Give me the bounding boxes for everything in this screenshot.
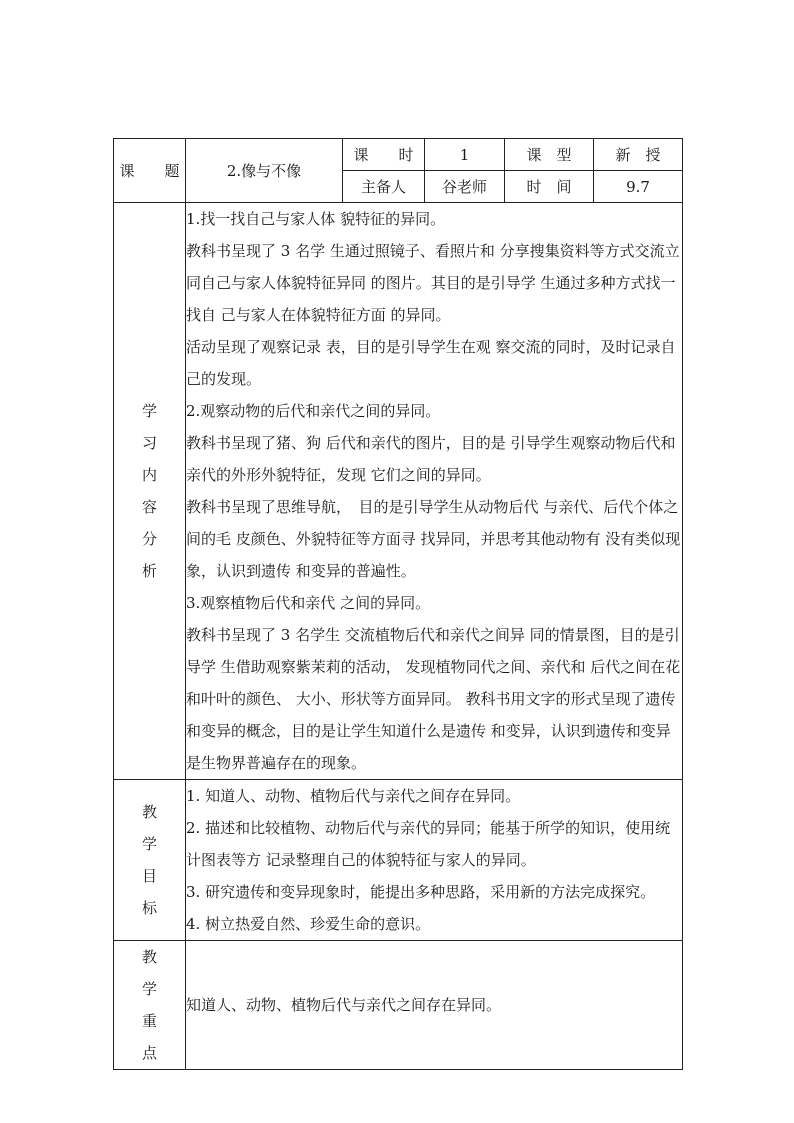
goals-side-label: 教 学 目 标 xyxy=(114,780,186,941)
analysis-content xyxy=(186,203,683,780)
analysis-paragraph: 活动呈现了观察记录 表，目的是引导学生在观 察交流的同时，及时记录自己的发现。 xyxy=(186,338,676,388)
type-value: 新 授 xyxy=(594,139,683,171)
topic-label: 课 题 xyxy=(114,139,186,203)
time-label: 时 间 xyxy=(505,171,594,203)
analysis-paragraph: 教科书呈现了 3 名学 生通过照镜子、看照片和 分享搜集资料等方式交流立同自己与家人体貌特征异同 的图片。其目的是引导学 生通过多种方式找一找自 己与家人在体貌特征方面 的异同。 xyxy=(186,242,680,324)
goal-item: 2. 描述和比较植物、动物后代与亲代的异同；能基于所学的知识，使用统计图表等方 记录整理自己的体貌特征与家人的异同。 xyxy=(186,819,671,869)
analysis-paragraph: 教科书呈现了 3 名学生 交流植物后代和亲代之间异 同的情景图，目的是引导学 生借助观察紫茉莉的活动， 发现植物同代之间、亲代和 后代之间在花和叶叶的颜色、 大小、形状等方面异同。 教科书用文字的形式呈现了遗传和变异的概念，目的是让学生知道什么是遗传 和变异，认识到遗传和变异是生物界普遍存在的现象。 xyxy=(186,626,681,772)
goal-item: 1. 知道人、动物、植物后代与亲代之间存在异同。 xyxy=(186,787,521,805)
analysis-paragraph: 教科书呈现了思维导航， 目的是引导学生从动物后代 与亲代、后代个体之间的毛 皮颜色、外貌特征等方面寻 找异同，并思考其他动物有 没有类似现象，认识到遗传 和变异的普遍性。 xyxy=(186,498,681,580)
analysis-paragraph: 1.找一找自己与家人体 貌特征的异同。 xyxy=(186,210,446,228)
goal-item: 3. 研究遗传和变异现象时，能提出多种思路，采用新的方法完成探究。 xyxy=(186,883,656,901)
goal-item: 4. 树立热爱自然、珍爱生命的意识。 xyxy=(186,915,431,933)
analysis-side-label: 学 习 内 容 分 析 xyxy=(114,203,186,780)
analysis-paragraph: 教科书呈现了猪、狗 后代和亲代的图片，目的是 引导学生观察动物后代和亲代的外形外貌特征，发现 它们之间的异同。 xyxy=(186,434,676,484)
key-points-content xyxy=(186,941,683,1070)
goals-content xyxy=(186,780,683,941)
time-value: 9.7 xyxy=(594,171,683,203)
lesson-plan-table xyxy=(113,138,683,1070)
preparer-value: 谷老师 xyxy=(425,171,505,203)
key-point-text: 知道人、动物、植物后代与亲代之间存在异同。 xyxy=(186,996,502,1014)
analysis-paragraph: 3.观察植物后代和亲代 之间的异同。 xyxy=(186,594,431,612)
period-label: 课 时 xyxy=(343,139,425,171)
analysis-paragraph: 2.观察动物的后代和亲代之间的异同。 xyxy=(186,402,441,420)
topic-value: 2.像与不像 xyxy=(186,139,343,203)
key-points-side-label: 教 学 重 点 xyxy=(114,941,186,1070)
type-label: 课 型 xyxy=(505,139,594,171)
period-value: 1 xyxy=(425,139,505,171)
preparer-label: 主备人 xyxy=(343,171,425,203)
